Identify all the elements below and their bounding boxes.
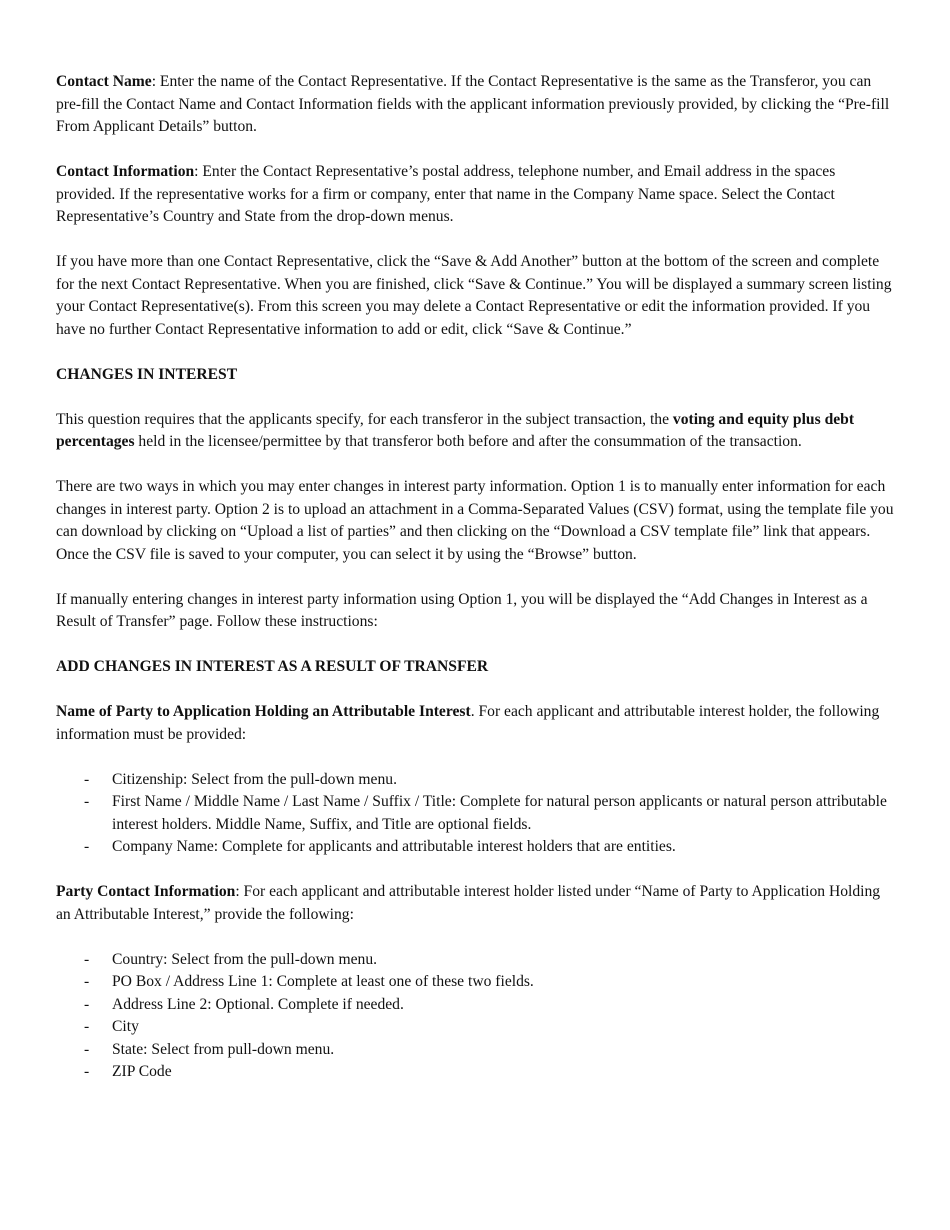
dash-bullet: - xyxy=(84,950,90,968)
intro-after: held in the licensee/permittee by that transferor both before and after the consummation of the transaction. xyxy=(134,433,802,450)
intro-bold: voting and equity plus debt percentages xyxy=(56,410,855,450)
list-item-text: Address Line 2: Optional. Complete if needed. xyxy=(112,995,404,1013)
name-of-party-paragraph xyxy=(56,701,896,746)
party-contact-list xyxy=(56,949,896,1084)
list-item-text: First Name / Middle Name / Last Name / Suffix / Title: Complete for natural person applicants or natural person attributable interest holders. Middle Name, Suffix, and Title are optional fields. xyxy=(112,793,887,833)
contact-name-paragraph xyxy=(56,71,896,139)
dash-bullet: - xyxy=(84,793,90,810)
contact-name-text: : Enter the name of the Contact Representative. If the Contact Representative is the same as the Transferor, you can pre-fill the Contact Name and Contact Information fields with the applicant information previously provided, by clicking the “Pre-fill From Applicant Details” button. xyxy=(56,73,890,135)
contact-information-term: Contact Information xyxy=(56,163,195,180)
dash-bullet: - xyxy=(84,1018,90,1035)
list-item xyxy=(56,1039,896,1062)
manual-entry-paragraph: If manually entering changes in interest party information using Option 1, you will be displayed the “Add Changes in Interest as a Result of Transfer” page. Follow these instructions: xyxy=(56,590,868,630)
list-item-text: PO Box / Address Line 1: Complete at least one of these two fields. xyxy=(112,973,534,990)
party-contact-text: : For each applicant and attributable interest holder listed under “Name of Party to Application Holding an Attributable Interest,” provide the following: xyxy=(56,883,881,923)
multiple-contacts-paragraph: If you have more than one Contact Representative, click the “Save & Add Another” button at the bottom of the screen and complete for the next Contact Representative. When you are finished, click “Save & Continue.” You will be displayed a summary screen listing your Contact Representative(s). From this screen you may delete a Contact Representative or edit the information provided. If you have no further Contact Representative information to add or edit, click “Save & Continue.” xyxy=(56,253,892,338)
list-item xyxy=(56,1016,896,1039)
dash-bullet: - xyxy=(84,1040,90,1058)
entry-options-paragraph: There are two ways in which you may enter changes in interest party information. Option 1 is to manually enter information for each changes in interest party. Option 2 is to upload an attachment in a Comma-Separated Values (CSV) format, using the template file you can download by clicking on “Upload a list of parties” and then clicking on the “Download a CSV template file” link that appears. Once the CSV file is saved to your computer, you can select it by using the “Browse” button. xyxy=(56,478,894,563)
name-of-party-text: . For each applicant and attributable interest holder, the following information must be provided: xyxy=(56,703,880,743)
dash-bullet: - xyxy=(84,770,90,788)
contact-information-text: : Enter the Contact Representative’s postal address, telephone number, and Email address in the spaces provided. If the representative works for a firm or company, enter that name in the Company Name space. Select the Contact Representative’s Country and State from the drop-down menus. xyxy=(56,163,836,225)
add-changes-heading: ADD CHANGES IN INTEREST AS A RESULT OF TRANSFER xyxy=(56,658,489,675)
list-item-text: Citizenship: Select from the pull-down menu. xyxy=(112,770,397,788)
list-item xyxy=(56,769,896,792)
intro-before: This question requires that the applicants specify, for each transferor in the subject transaction, the xyxy=(56,410,673,428)
contact-information-paragraph xyxy=(56,161,896,229)
changes-in-interest-heading: CHANGES IN INTEREST xyxy=(56,365,238,383)
name-of-party-list xyxy=(56,769,896,859)
list-item xyxy=(56,1061,896,1084)
list-item-text: City xyxy=(112,1018,139,1035)
contact-name-term: Contact Name xyxy=(56,73,152,90)
dash-bullet: - xyxy=(84,1063,90,1080)
list-item xyxy=(56,971,896,994)
list-item-text: Country: Select from the pull-down menu. xyxy=(112,950,378,968)
dash-bullet: - xyxy=(84,838,90,855)
dash-bullet: - xyxy=(84,995,90,1013)
list-item xyxy=(56,791,896,836)
changes-in-interest-intro xyxy=(56,409,896,454)
list-item-text: ZIP Code xyxy=(112,1063,172,1080)
dash-bullet: - xyxy=(84,973,90,990)
party-contact-paragraph xyxy=(56,881,896,926)
list-item-text: Company Name: Complete for applicants and attributable interest holders that are entities. xyxy=(112,838,676,855)
document-page xyxy=(56,71,896,1106)
party-contact-term: Party Contact Information xyxy=(56,883,236,900)
list-item xyxy=(56,836,896,859)
list-item xyxy=(56,949,896,972)
list-item-text: State: Select from pull-down menu. xyxy=(112,1040,335,1058)
name-of-party-term: Name of Party to Application Holding an Attributable Interest xyxy=(56,703,471,720)
list-item xyxy=(56,994,896,1017)
